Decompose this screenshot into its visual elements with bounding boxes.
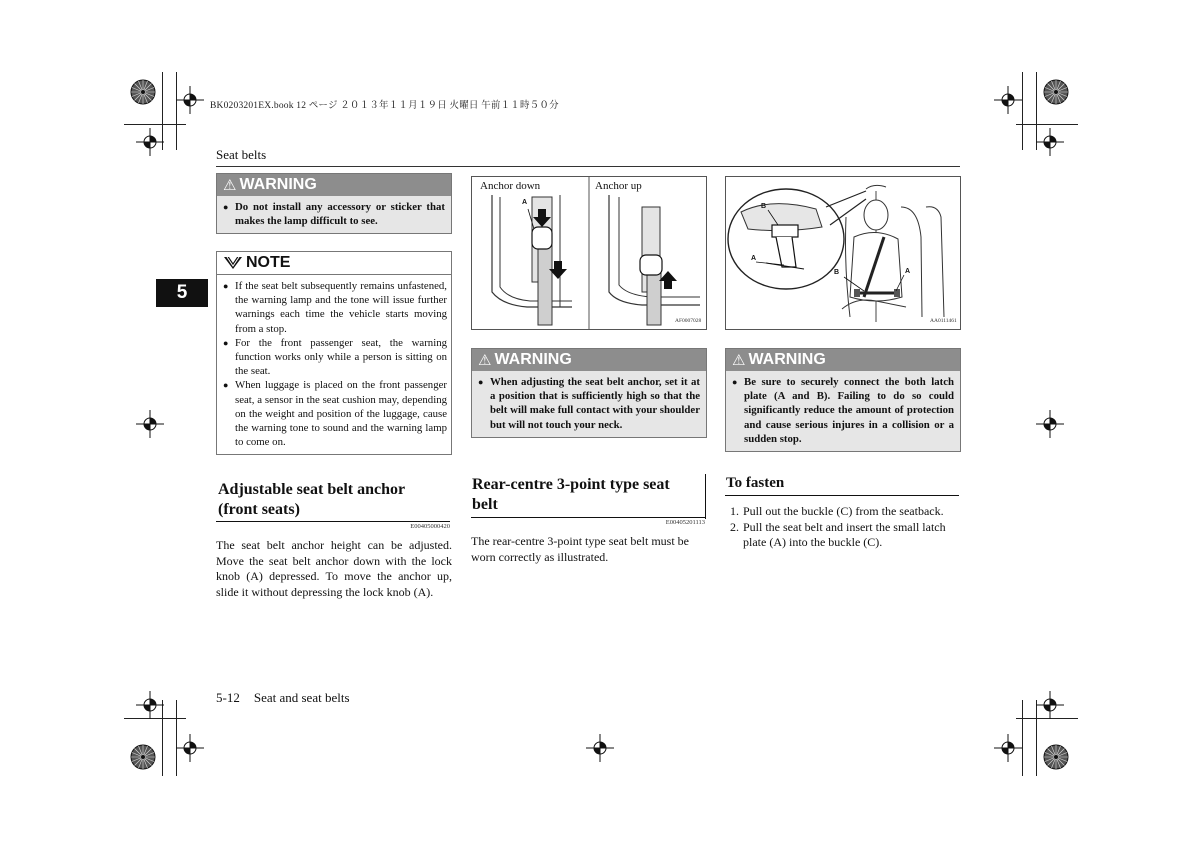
rosette-mark — [131, 80, 155, 104]
note-box — [216, 251, 452, 455]
section-title-line: Rear-centre 3-point type seat — [472, 476, 670, 493]
chapter-tab: 5 — [156, 279, 208, 307]
figure-callout-a: A — [522, 199, 528, 206]
rosette-mark — [1044, 80, 1068, 104]
figure-code: AF0007028 — [675, 318, 702, 324]
section-body: The rear-centre 3-point type seat belt must be worn correctly as illustrated. — [471, 534, 690, 564]
section-rule — [725, 495, 959, 496]
section-rule — [471, 517, 705, 518]
figure-label-anchor-down: Anchor down — [480, 180, 541, 192]
section-title-rear-centre — [472, 475, 708, 515]
registration-target — [136, 691, 164, 719]
note-icon — [223, 255, 243, 271]
section-title-anchor — [218, 480, 452, 520]
figure-label-anchor-up: Anchor up — [595, 180, 642, 192]
figure-callout-b: B — [761, 203, 767, 210]
chapter-name: Seat and seat belts — [253, 690, 350, 705]
bullet-icon: ● — [223, 281, 229, 291]
figure-callout-a: A — [751, 255, 757, 262]
registration-target — [176, 734, 204, 762]
warning-item — [732, 375, 954, 446]
registration-target — [136, 128, 164, 156]
step-item — [730, 520, 962, 551]
bullet-icon: ● — [478, 377, 484, 387]
warning-item-text: Be sure to securely connect the both latch plate (A and B). Failing to do so could significantly reduce the amount of protection and cause serious injures in a collision or a sudden stop. — [744, 376, 954, 445]
warning-triangle-icon: ⚠ — [478, 352, 492, 369]
figure-callout-b: B — [834, 269, 840, 276]
warning-triangle-icon: ⚠ — [223, 177, 237, 194]
footer — [216, 690, 350, 706]
note-item-text: For the front passenger seat, the warning function works only while a person is sitting on the seat. — [235, 336, 447, 378]
bullet-icon: ● — [223, 380, 229, 391]
bullet-icon: ● — [223, 337, 229, 348]
section-title-fasten: To fasten — [726, 475, 785, 491]
figure-callout-a: A — [905, 268, 911, 275]
section-code: E00405000420 — [410, 523, 450, 530]
warning-box-anchor — [471, 348, 707, 438]
bullet-icon: ● — [223, 202, 229, 212]
note-header — [217, 252, 451, 275]
warning-triangle-icon: ⚠ — [732, 352, 746, 369]
warning-body — [217, 196, 451, 233]
warning-item — [478, 375, 700, 432]
anchor-illustration — [472, 177, 706, 329]
file-info: BK0203201EX.book 12 ページ ２０１３年１１月１９日 火曜日 午前１１時５０分 — [210, 101, 559, 111]
warning-box-latch — [725, 348, 961, 452]
note-item-text: If the seat belt subsequently remains unfastened, the warning lamp and the tone will issue further warnings each time the vehicle starts moving from a stop. — [235, 280, 447, 335]
section-title-line: (front seats) — [218, 501, 300, 518]
warning-item — [223, 200, 445, 228]
warning-box-lamp — [216, 173, 452, 234]
section-side-rule — [705, 474, 706, 519]
note-item — [223, 336, 447, 379]
step-item — [730, 504, 962, 520]
rear-seat-figure — [725, 176, 961, 330]
step-text: Pull the seat belt and insert the small latch plate (A) into the buckle (C). — [743, 519, 946, 550]
figure-code: AA0111461 — [930, 318, 957, 324]
registration-target — [586, 734, 614, 762]
registration-target — [1036, 128, 1064, 156]
registration-target — [1036, 410, 1064, 438]
note-item — [223, 378, 447, 449]
note-body — [217, 275, 451, 454]
note-item-text: When luggage is placed on the front passenger seat, a sensor in the seat cushion may, depending on the weight and position of the luggage, cause the warning tone to sound and the warning lamp to come on. — [235, 379, 447, 449]
note-label: NOTE — [246, 254, 291, 271]
header-rule — [216, 166, 960, 167]
registration-target — [176, 86, 204, 114]
anchor-figure — [471, 176, 707, 330]
step-number: 2. — [730, 519, 739, 534]
registration-target — [136, 410, 164, 438]
warning-label: WARNING — [748, 351, 826, 368]
note-item — [223, 279, 447, 336]
warning-label: WARNING — [494, 351, 572, 368]
warning-header — [217, 174, 451, 196]
step-number: 1. — [730, 504, 739, 518]
rosette-mark — [131, 745, 155, 769]
warning-label: WARNING — [239, 176, 317, 193]
rear-seat-illustration — [726, 177, 960, 329]
warning-header — [726, 349, 960, 371]
section-title-line: Adjustable seat belt anchor — [218, 481, 406, 498]
warning-item-text: When adjusting the seat belt anchor, set it at a position that is sufficiently high so that the belt will make full contact with your shoulder but will not touch your neck. — [490, 376, 700, 431]
rosette-mark — [1044, 745, 1068, 769]
section-body: The seat belt anchor height can be adjusted. Move the seat belt anchor down with the lock knob (A) depressed. To move the anchor up, slide it without depressing the lock knob (A). — [216, 538, 452, 599]
registration-target — [1036, 691, 1064, 719]
section-rule — [216, 521, 450, 522]
registration-target — [994, 86, 1022, 114]
warning-body — [472, 371, 706, 437]
registration-target — [994, 734, 1022, 762]
fasten-steps — [730, 504, 962, 551]
page-number: 5-12 — [216, 690, 240, 705]
section-code: E00405201113 — [665, 519, 705, 526]
section-title-line: belt — [472, 496, 498, 513]
bullet-icon: ● — [732, 377, 738, 387]
warning-item-text: Do not install any accessory or sticker that makes the lamp difficult to see. — [235, 201, 445, 228]
step-text: Pull out the buckle (C) from the seatback. — [743, 504, 944, 518]
warning-header — [472, 349, 706, 371]
warning-body — [726, 371, 960, 451]
running-head: Seat belts — [216, 147, 267, 162]
